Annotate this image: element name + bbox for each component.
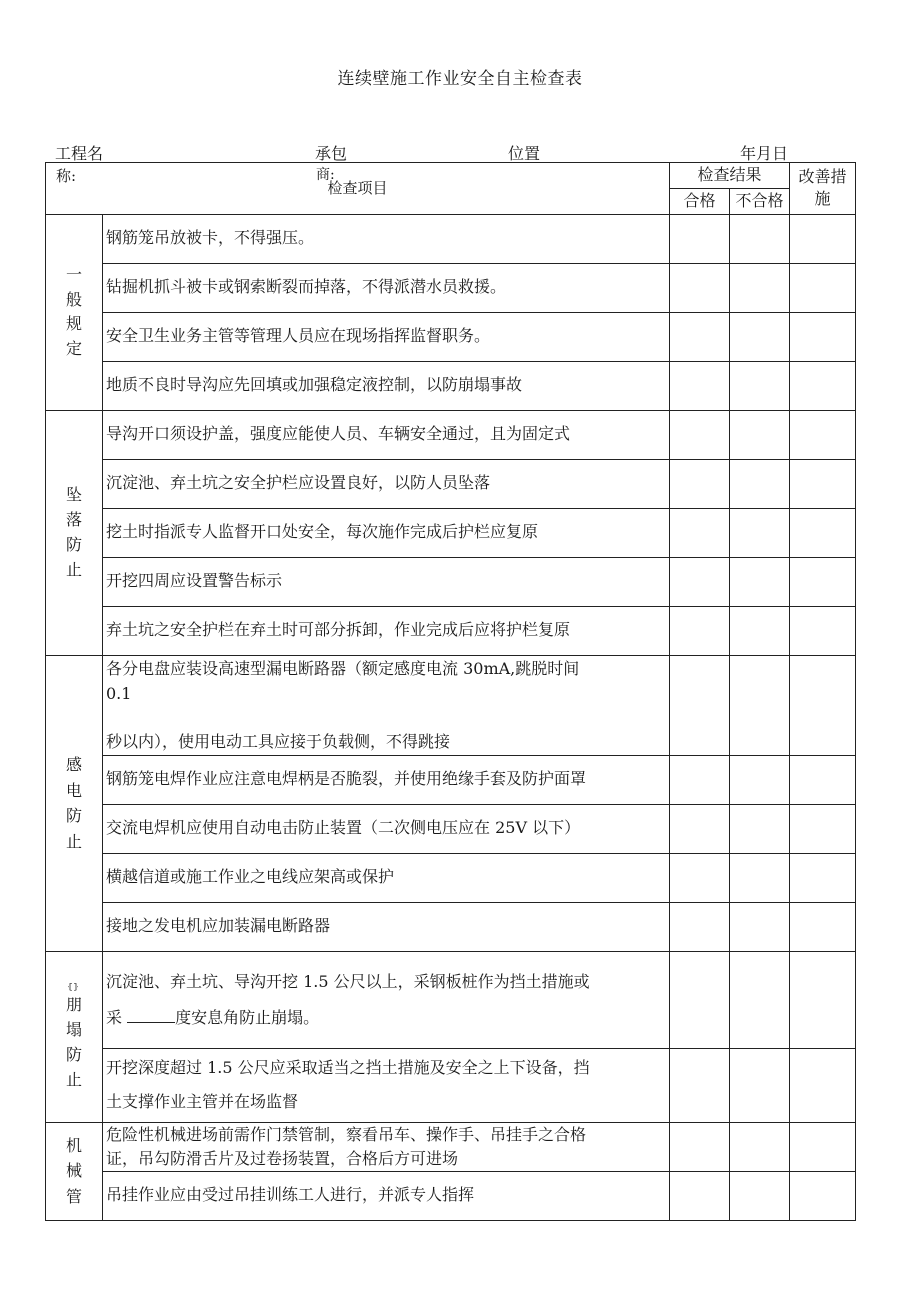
fail-cell[interactable] (730, 853, 790, 902)
project-name-suffix: 称: (56, 167, 77, 185)
fail-cell[interactable] (730, 410, 790, 459)
pass-cell[interactable] (670, 853, 730, 902)
check-item: 安全卫生业务主管等管理人员应在现场指挥监督职务。 (103, 312, 670, 361)
check-item-text: 采 (106, 1007, 123, 1027)
fail-cell[interactable] (730, 263, 790, 312)
category-char: 塌 (65, 1019, 82, 1039)
category-char: 坠 (65, 485, 82, 505)
category-char: 止 (65, 559, 82, 579)
category-general-rules (46, 214, 103, 410)
category-char: 落 (65, 510, 82, 529)
fail-cell[interactable] (730, 312, 790, 361)
fail-cell[interactable] (730, 755, 790, 804)
category-char: 防 (65, 806, 82, 826)
check-item: 接地之发电机应加装漏电断路器 (103, 902, 670, 951)
improvement-header (790, 163, 856, 215)
pass-cell[interactable] (670, 557, 730, 606)
category-char: 止 (65, 831, 82, 851)
fail-cell[interactable] (730, 557, 790, 606)
fail-cell[interactable] (730, 606, 790, 655)
category-machinery-management (46, 1122, 103, 1220)
check-item (103, 951, 670, 1048)
category-collapse-prevention (46, 951, 103, 1122)
improvement-cell[interactable] (790, 361, 856, 410)
check-item-line: 秒以内），使用电动工具应接于负载侧，不得跳接 (106, 731, 451, 751)
check-item: 沉淀池、弃土坑之安全护栏应设置良好，以防人员坠落 (103, 459, 670, 508)
improvement-cell[interactable] (790, 214, 856, 263)
pass-cell[interactable] (670, 755, 730, 804)
category-char: 电 (65, 780, 82, 800)
improvement-cell[interactable] (790, 755, 856, 804)
check-result-header: 检查结果 (670, 163, 790, 189)
pass-cell[interactable] (670, 1048, 730, 1122)
check-item: 导沟开口须设护盖，强度应能使人员、车辆安全通过，且为固定式 (103, 410, 670, 459)
pass-cell[interactable] (670, 263, 730, 312)
improvement-cell[interactable] (790, 459, 856, 508)
check-item (103, 1122, 670, 1171)
category-char: 般 (65, 289, 82, 309)
category-char: 感 (65, 755, 82, 774)
fail-cell[interactable] (730, 951, 790, 1048)
date-label: 年月日 (740, 144, 789, 163)
fail-cell[interactable] (730, 804, 790, 853)
pass-cell[interactable] (670, 655, 730, 755)
fail-cell[interactable] (730, 361, 790, 410)
check-item-line: 各分电盘应装设高速型漏电断路器（额定感度电流 30mA,跳脱时间 (106, 658, 580, 678)
pass-cell[interactable] (670, 804, 730, 853)
pass-cell[interactable] (670, 606, 730, 655)
category-char: 械 (65, 1161, 82, 1181)
fail-cell[interactable] (730, 1048, 790, 1122)
improvement-cell[interactable] (790, 1122, 856, 1171)
angle-blank[interactable] (127, 1008, 175, 1023)
check-item: 挖土时指派专人监督开口处安全，每次施作完成后护栏应复原 (103, 508, 670, 557)
improvement-cell[interactable] (790, 263, 856, 312)
fail-cell[interactable] (730, 902, 790, 951)
check-item-header (46, 163, 670, 215)
improvement-cell[interactable] (790, 508, 856, 557)
check-item-line: 沉淀池、弃土坑、导沟开挖 1.5 公尺以上，采钢板桩作为挡土措施或 (106, 972, 590, 992)
check-item: 开挖四周应设置警告标示 (103, 557, 670, 606)
check-item-line: 开挖深度超过 1.5 公尺应采取适当之挡土措施及安全之上下设备，挡 (106, 1058, 590, 1078)
category-char: 止 (65, 1069, 82, 1089)
check-item: 地质不良时导沟应先回填或加强稳定液控制，以防崩塌事故 (103, 361, 670, 410)
improvement-cell[interactable] (790, 951, 856, 1048)
check-item: 横越信道或施工作业之电线应架高或保护 (103, 853, 670, 902)
check-item: 弃土坑之安全护栏在弃土时可部分拆卸，作业完成后应将护栏复原 (103, 606, 670, 655)
fail-cell[interactable] (730, 1171, 790, 1220)
check-item: 钢筋笼电焊作业应注意电焊柄是否脆裂，并使用绝缘手套及防护面罩 (103, 755, 670, 804)
pass-cell[interactable] (670, 410, 730, 459)
category-char: 防 (65, 1044, 82, 1064)
category-char: 定 (65, 339, 82, 359)
check-item: 交流电焊机应使用自动电击防止装置（二次侧电压应在 25V 以下） (103, 804, 670, 853)
pass-cell[interactable] (670, 1171, 730, 1220)
pass-cell[interactable] (670, 951, 730, 1048)
category-fall-prevention (46, 410, 103, 655)
improvement-header-line2: 施 (814, 189, 831, 209)
category-char: 规 (65, 314, 82, 334)
pass-header: 合格 (670, 188, 730, 214)
pass-cell[interactable] (670, 214, 730, 263)
check-item-line: 证，吊勾防滑舌片及过卷扬装置，合格后方可进场 (106, 1148, 459, 1168)
improvement-cell[interactable] (790, 655, 856, 755)
category-char: 机 (65, 1135, 82, 1155)
improvement-cell[interactable] (790, 1048, 856, 1122)
improvement-cell[interactable] (790, 804, 856, 853)
check-item (103, 655, 670, 755)
improvement-cell[interactable] (790, 557, 856, 606)
contractor-label: 承包 (315, 144, 348, 163)
pass-cell[interactable] (670, 459, 730, 508)
category-electric-shock-prevention (46, 655, 103, 951)
pass-cell[interactable] (670, 508, 730, 557)
contractor-suffix: 商: (316, 167, 335, 183)
fail-cell[interactable] (730, 459, 790, 508)
scan-noise: ⦃⦄ (67, 981, 79, 991)
location-label: 位置 (508, 144, 541, 163)
check-item-line (106, 1000, 666, 1035)
improvement-cell[interactable] (790, 1171, 856, 1220)
inspection-table (45, 162, 856, 1221)
check-item-line: 0.1 (106, 684, 132, 704)
improvement-cell[interactable] (790, 853, 856, 902)
improvement-header-line1: 改善措 (798, 167, 847, 186)
check-item-title: 检查项目 (327, 179, 388, 197)
check-item-line: 土支撑作业主管并在场监督 (106, 1092, 299, 1112)
check-item: 钻掘机抓斗被卡或钢索断裂而掉落，不得派潜水员救援。 (103, 263, 670, 312)
category-char-text: 朋 (65, 995, 82, 1015)
pass-cell[interactable] (670, 1122, 730, 1171)
pass-cell[interactable] (670, 312, 730, 361)
check-item-text: 度安息角防止崩塌。 (175, 1007, 320, 1027)
pass-cell[interactable] (670, 902, 730, 951)
check-item: 钢筋笼吊放被卡，不得强压。 (103, 214, 670, 263)
fail-cell[interactable] (730, 508, 790, 557)
category-char: 防 (65, 534, 82, 554)
fail-cell[interactable] (730, 655, 790, 755)
project-name-label: 工程名 (55, 144, 104, 163)
pass-cell[interactable] (670, 361, 730, 410)
improvement-cell[interactable] (790, 902, 856, 951)
category-char: 一 (65, 264, 82, 284)
check-item (103, 1048, 670, 1122)
category-char (46, 981, 102, 1018)
fail-cell[interactable] (730, 214, 790, 263)
improvement-cell[interactable] (790, 312, 856, 361)
check-item-line: 危险性机械进场前需作门禁管制，察看吊车、操作手、吊挂手之合格 (106, 1125, 587, 1145)
document-title: 连续壁施工作业安全自主检查表 (337, 69, 583, 89)
check-item: 吊挂作业应由受过吊挂训练工人进行，并派专人指挥 (103, 1171, 670, 1220)
improvement-cell[interactable] (790, 606, 856, 655)
improvement-cell[interactable] (790, 410, 856, 459)
category-char: 管 (65, 1186, 82, 1206)
fail-cell[interactable] (730, 1122, 790, 1171)
fail-header: 不合格 (730, 188, 790, 214)
